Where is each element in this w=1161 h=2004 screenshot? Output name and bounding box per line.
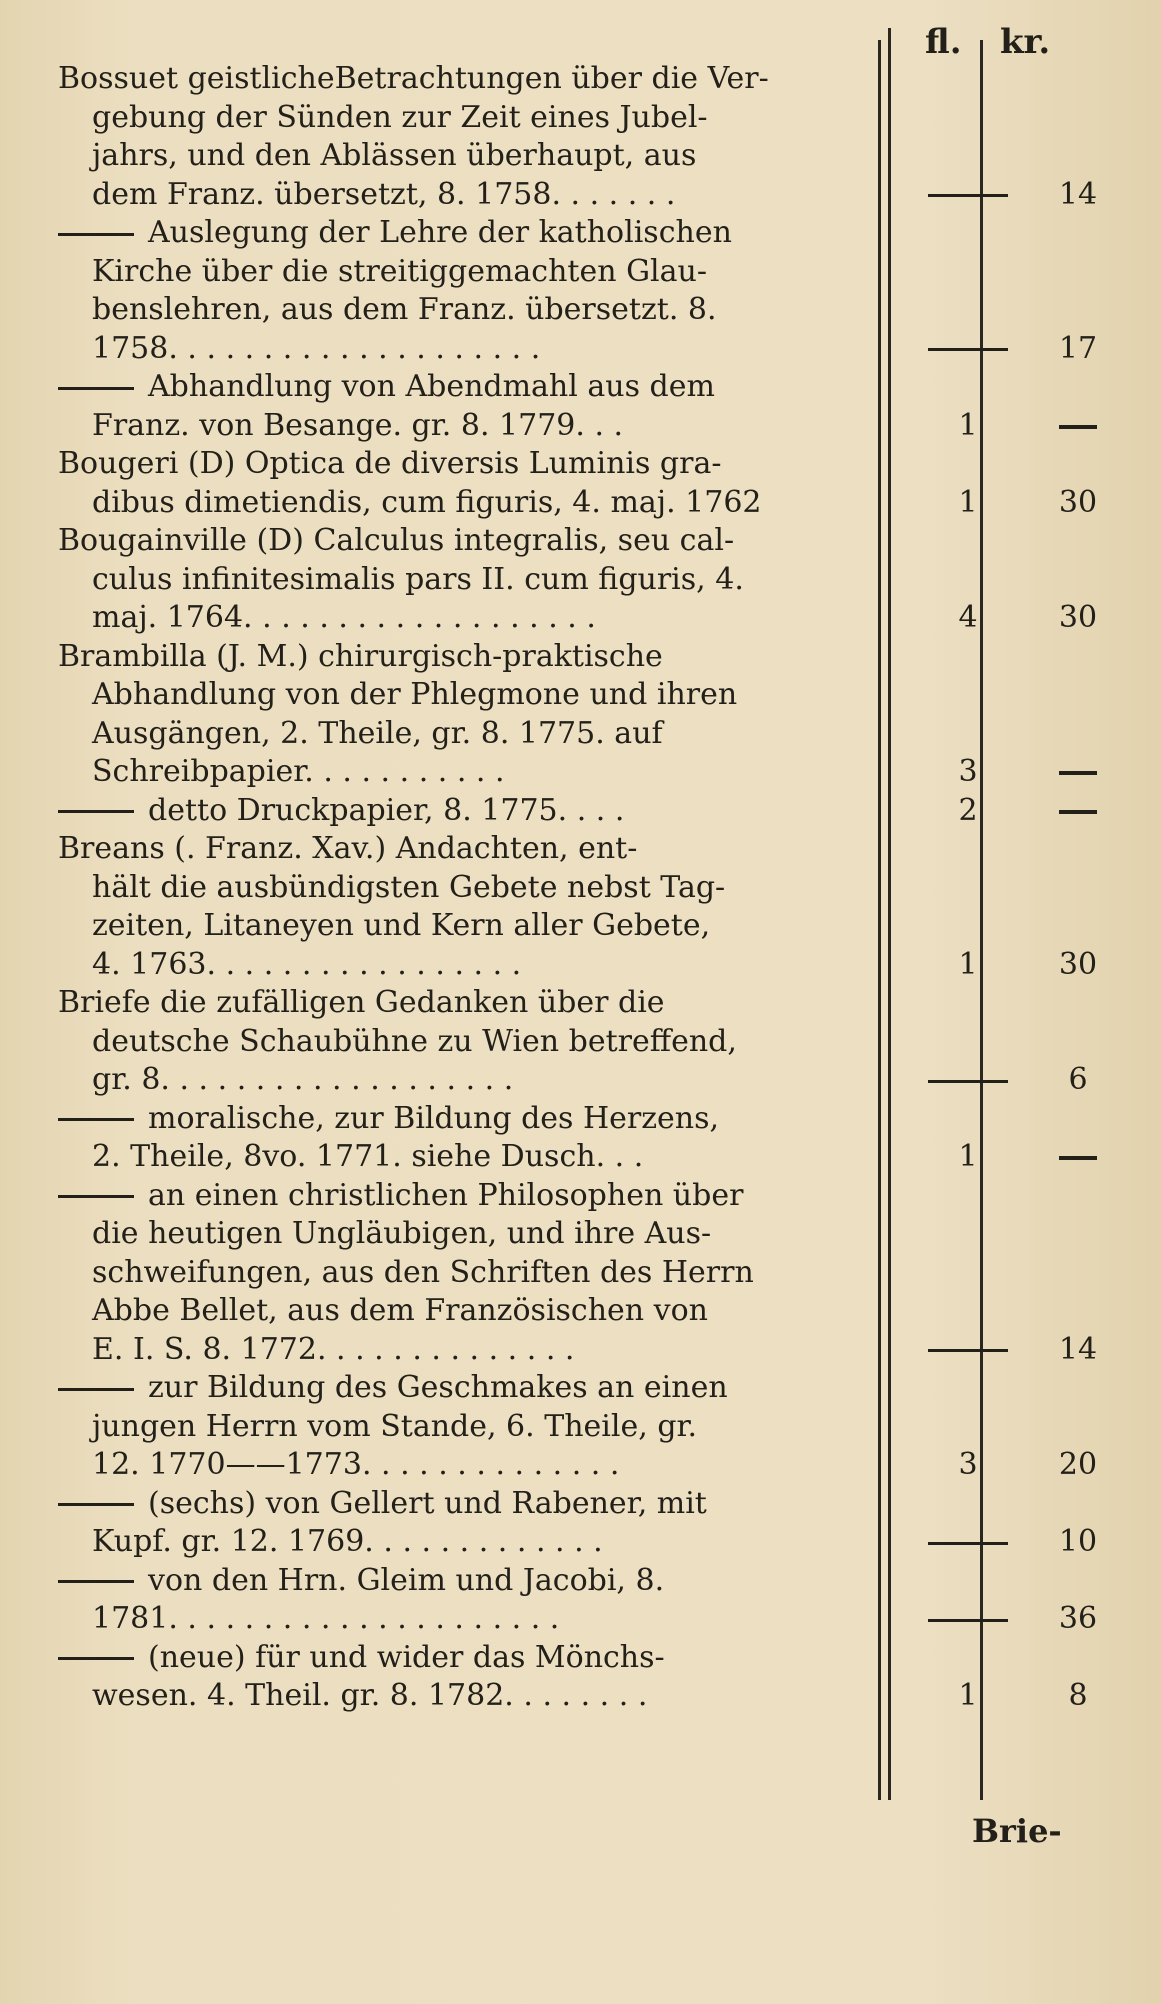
entry-price xyxy=(878,946,1161,985)
ditto-dash xyxy=(58,1388,134,1391)
price-kr xyxy=(1028,792,1128,831)
entry-text: jungen Herrn vom Stande, 6. Theile, gr. xyxy=(92,1408,698,1444)
entry-price xyxy=(878,1523,1161,1562)
price-fl: 3 xyxy=(958,754,978,789)
entry-line xyxy=(58,60,878,99)
entry-text: (neue) für und wider das Mönchs- xyxy=(148,1639,665,1675)
entry-text: zeiten, Litaneyen und Kern aller Gebete, xyxy=(92,908,711,943)
entry-price xyxy=(878,1600,1161,1639)
catalog-entry xyxy=(58,368,978,445)
price-kr: 8 xyxy=(1068,1678,1088,1713)
entry-price xyxy=(878,1446,1161,1485)
entry-line xyxy=(58,1408,878,1447)
price-fl xyxy=(928,176,1008,215)
entry-line xyxy=(58,1138,878,1177)
catalog-entry xyxy=(58,1485,1098,1562)
ditto-dash xyxy=(58,1195,134,1198)
entry-line xyxy=(58,445,878,484)
entry-text: benslehren, aus dem Franz. übersetzt. 8. xyxy=(92,292,717,327)
entry-text: Briefe die zufälligen Gedanken über die xyxy=(58,985,665,1020)
price-kr: 10 xyxy=(1058,1524,1098,1559)
price-kr xyxy=(1028,1138,1128,1177)
ditto-dash xyxy=(58,1657,134,1660)
entry-line xyxy=(58,176,878,215)
catalog-entry xyxy=(58,1639,1088,1716)
entry-text: maj. 1764. . . . . . . . . . . . . . . . . . . xyxy=(92,600,596,635)
price-fl: 1 xyxy=(958,1678,978,1713)
ditto-dash xyxy=(58,233,134,236)
entry-line xyxy=(58,137,878,176)
entry-price xyxy=(878,1061,1161,1100)
entry-text: 1781. . . . . . . . . . . . . . . . . . . . . xyxy=(92,1601,560,1636)
entry-text: Kirche über die streitiggemachten Glau- xyxy=(92,253,707,289)
entry-line xyxy=(58,1523,878,1562)
entry-line xyxy=(58,484,878,523)
entry-line xyxy=(58,869,878,908)
entry-text: Franz. von Besange. gr. 8. 1779. . . xyxy=(92,407,624,443)
entry-line xyxy=(58,1562,878,1601)
entry-line xyxy=(58,907,878,946)
entry-line xyxy=(58,1485,878,1524)
entry-text: 4. 1763. . . . . . . . . . . . . . . . . xyxy=(92,946,522,982)
entry-line xyxy=(58,253,878,292)
entry-text: Breans (. Franz. Xav.) Andachten, ent- xyxy=(58,831,638,866)
price-kr: 30 xyxy=(1058,600,1098,635)
entry-line xyxy=(58,1292,878,1331)
catchword: Brie- xyxy=(972,1812,1062,1850)
entry-text: an einen christlichen Philosophen über xyxy=(148,1177,744,1213)
price-kr: 30 xyxy=(1058,484,1098,520)
entry-line xyxy=(58,368,878,407)
entry-text: (sechs) von Gellert und Rabener, mit xyxy=(148,1485,707,1521)
entry-text: 1758. . . . . . . . . . . . . . . . . . . . xyxy=(92,330,541,366)
entry-text: Abhandlung von Abendmahl aus dem xyxy=(148,369,715,404)
price-kr: 30 xyxy=(1058,946,1098,982)
catalog-entry xyxy=(58,60,1098,214)
price-kr: 36 xyxy=(1058,1601,1098,1636)
entry-line xyxy=(58,291,878,330)
entry-price xyxy=(878,176,1161,215)
entry-text: E. I. S. 8. 1772. . . . . . . . . . . . . . xyxy=(92,1331,575,1367)
entry-text: schweifungen, aus den Schriften des Herrn xyxy=(92,1254,754,1290)
entry-line xyxy=(58,99,878,138)
catalog-entry xyxy=(58,638,978,792)
entry-text: wesen. 4. Theil. gr. 8. 1782. . . . . . . . xyxy=(92,1678,648,1713)
entry-line xyxy=(58,214,878,253)
price-fl: 3 xyxy=(958,1447,978,1482)
price-fl xyxy=(928,1600,1008,1639)
entry-text: Kupf. gr. 12. 1769. . . . . . . . . . . . . xyxy=(92,1524,603,1559)
entry-text: gebung der Sünden zur Zeit eines Jubel- xyxy=(92,99,708,135)
price-kr: 14 xyxy=(1058,176,1098,212)
entry-price xyxy=(878,1138,1161,1177)
price-fl: 2 xyxy=(958,792,978,828)
entry-line xyxy=(58,984,878,1023)
entry-text: zur Bildung des Geschmakes an einen xyxy=(148,1370,728,1405)
price-kr: 14 xyxy=(1058,1331,1098,1367)
entry-text: dem Franz. übersetzt, 8. 1758. . . . . . . xyxy=(92,176,676,212)
entry-price xyxy=(878,753,1161,792)
entry-text: Abhandlung von der Phlegmone und ihren xyxy=(92,677,738,712)
catalog-entry xyxy=(58,1177,1098,1370)
catalog-entry xyxy=(58,214,1098,368)
price-kr xyxy=(1028,407,1128,446)
catalog-entry xyxy=(58,984,1088,1100)
entry-line xyxy=(58,1331,878,1370)
entry-line xyxy=(58,676,878,715)
catalog-entry xyxy=(58,1562,1098,1639)
entry-line xyxy=(58,330,878,369)
entry-text: Auslegung der Lehre der katholischen xyxy=(148,215,732,250)
entry-text: die heutigen Ungläubigen, und ihre Aus- xyxy=(92,1216,712,1251)
entry-text: Abbe Bellet, aus dem Französischen von xyxy=(92,1293,708,1328)
entry-line xyxy=(58,561,878,600)
entry-line xyxy=(58,1639,878,1678)
entry-line xyxy=(58,1177,878,1216)
entry-line xyxy=(58,1254,878,1293)
entry-text: Ausgängen, 2. Theile, gr. 8. 1775. auf xyxy=(92,715,663,751)
entry-price xyxy=(878,792,1161,831)
entry-text: Bougeri (D) Optica de diversis Luminis gra- xyxy=(58,446,722,481)
catalog-entry xyxy=(58,445,1098,522)
header-fl: fl. xyxy=(925,22,962,62)
entry-text: deutsche Schaubühne zu Wien betreffend, xyxy=(92,1023,737,1059)
entry-line xyxy=(58,1023,878,1062)
entry-line xyxy=(58,1100,878,1139)
price-fl: 1 xyxy=(958,1139,978,1174)
entry-line xyxy=(58,715,878,754)
entry-line xyxy=(58,1215,878,1254)
entry-line xyxy=(58,830,878,869)
price-fl xyxy=(928,330,1008,369)
entry-line xyxy=(58,1446,878,1485)
entry-line xyxy=(58,792,878,831)
entry-text: jahrs, und den Ablässen überhaupt, aus xyxy=(92,138,697,173)
entry-line xyxy=(58,1600,878,1639)
entry-price xyxy=(878,407,1161,446)
catalog-entries xyxy=(58,60,1098,1716)
price-fl: 1 xyxy=(958,484,978,520)
entry-price xyxy=(878,1677,1161,1716)
entry-line xyxy=(58,753,878,792)
entry-line xyxy=(58,599,878,638)
catalog-entry xyxy=(58,792,978,831)
price-fl: 1 xyxy=(958,407,978,443)
entry-text: Brambilla (J. M.) chirurgisch-praktische xyxy=(58,638,663,674)
entry-line xyxy=(58,638,878,677)
entry-text: Schreibpapier. . . . . . . . . . . xyxy=(92,754,505,789)
entry-price xyxy=(878,1331,1161,1370)
entry-price xyxy=(878,330,1161,369)
entry-line xyxy=(58,522,878,561)
entry-line xyxy=(58,1677,878,1716)
entry-text: 2. Theile, 8vo. 1771. siehe Dusch. . . xyxy=(92,1139,644,1174)
ditto-dash xyxy=(58,1118,134,1121)
price-kr: 6 xyxy=(1068,1062,1088,1097)
entry-text: culus infinitesimalis pars II. cum figuris, 4. xyxy=(92,561,744,597)
ditto-dash xyxy=(58,1580,134,1583)
entry-text: von den Hrn. Gleim und Jacobi, 8. xyxy=(148,1562,665,1598)
ditto-dash xyxy=(58,387,134,390)
price-kr: 20 xyxy=(1058,1447,1098,1482)
entry-price xyxy=(878,599,1161,638)
entry-line xyxy=(58,407,878,446)
entry-text: detto Druckpapier, 8. 1775. . . . xyxy=(148,792,625,828)
entry-line xyxy=(58,1061,878,1100)
price-kr xyxy=(1028,753,1128,792)
header-kr: kr. xyxy=(1000,22,1051,62)
price-fl xyxy=(928,1331,1008,1370)
entry-text: 12. 1770——1773. . . . . . . . . . . . . . xyxy=(92,1447,620,1482)
entry-text: hält die ausbündigsten Gebete nebst Tag- xyxy=(92,869,726,905)
entry-text: dibus dimetiendis, cum figuris, 4. maj. 1762 xyxy=(92,484,762,520)
price-fl: 1 xyxy=(958,946,978,982)
entry-line xyxy=(58,1369,878,1408)
entry-price xyxy=(878,484,1161,523)
price-fl: 4 xyxy=(958,600,978,635)
catalog-entry xyxy=(58,1100,978,1177)
ditto-dash xyxy=(58,810,134,813)
price-fl xyxy=(928,1523,1008,1562)
catalog-entry xyxy=(58,830,1098,984)
entry-text: Bossuet geistlicheBetrachtungen über die Ver- xyxy=(58,61,769,96)
price-fl xyxy=(928,1061,1008,1100)
entry-text: moralische, zur Bildung des Herzens, xyxy=(148,1100,720,1136)
ditto-dash xyxy=(58,1503,134,1506)
catalog-entry xyxy=(58,522,1098,638)
catalog-entry xyxy=(58,1369,1098,1485)
entry-text: gr. 8. . . . . . . . . . . . . . . . . . . xyxy=(92,1062,514,1097)
entry-text: Bougainville (D) Calculus integralis, seu cal- xyxy=(58,523,735,558)
price-kr: 17 xyxy=(1058,330,1098,366)
entry-line xyxy=(58,946,878,985)
